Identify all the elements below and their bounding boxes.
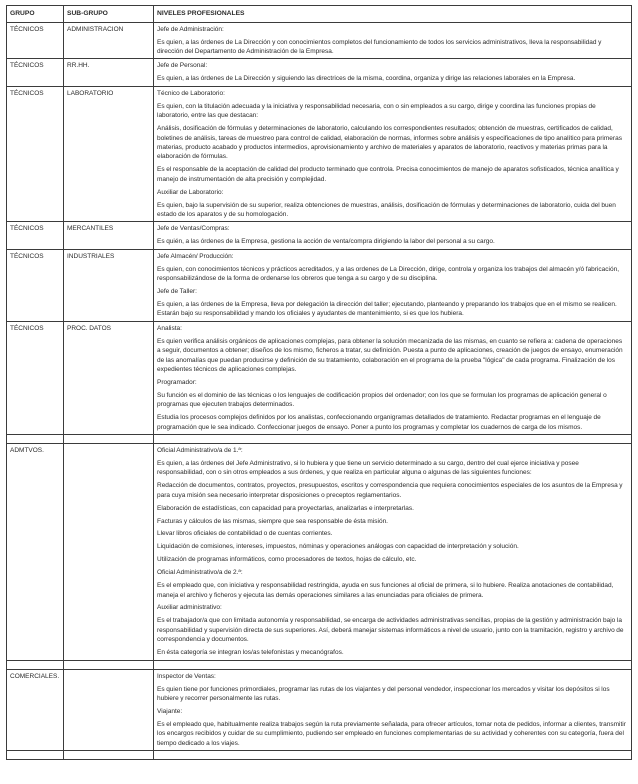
niveles-paragraph: Es el responsable de la aceptación de calidad del producto terminado que controla. Precisa conocimientos de manejo de aparatos sofisticados, técnica analítica y manejo de instrumentación de alta precisión y complejidad. — [157, 166, 619, 183]
niveles-cell — [154, 86, 632, 222]
niveles-paragraph: Viajante: — [157, 707, 183, 715]
niveles-paragraph: Auxiliar de Laboratorio: — [157, 188, 224, 196]
subgrupo-cell — [64, 434, 154, 443]
niveles-cell — [154, 22, 632, 59]
niveles-paragraph: Programador: — [157, 378, 197, 386]
subgrupo-cell — [64, 443, 154, 660]
grupo-cell: TÉCNICOS — [7, 222, 64, 249]
niveles-paragraph: Jefe de Personal: — [157, 62, 208, 70]
niveles-paragraph: Es quien tiene por funciones primordiales, programar las rutas de los viajantes y del personal vendedor, inspeccionar los mercados y visitar los depósitos si los hubiere y recorrer personalmente las rutas. — [157, 685, 610, 702]
table-row — [7, 222, 632, 249]
niveles-paragraph: Inspector de Ventas: — [157, 672, 216, 680]
table-row — [7, 59, 632, 86]
header-grupo: GRUPO — [7, 6, 64, 23]
niveles-paragraph: Jefe de Taller: — [157, 288, 197, 295]
grupo-cell — [7, 434, 64, 443]
subgrupo-cell — [64, 751, 154, 760]
niveles-paragraph: Es quien, a las órdenes de La Dirección y siguiendo las directrices de la misma, coordina, organiza y dirige las relaciones laborales en la Empresa. — [157, 75, 576, 83]
subgrupo-cell: ADMINISTRACION — [64, 22, 154, 59]
niveles-paragraph: Análisis, dosificación de fórmulas y determinaciones de laboratorio, calculando los correspondientes resultados; obtención de muestras, certificados de calidad, boletines de análisis, tareas de muestreo para control de calidad, elaboración de normas, informes sobre análisis y especificaciones de tipo analítico para primeras materias, producto acabado y productos intermedios, aprovisionamiento y archivo de materiales y aparatos de laboratorio, reactivos y materias primas para la elaboración de fórmulas. — [157, 125, 622, 161]
niveles-cell — [154, 443, 632, 660]
niveles-cell — [154, 222, 632, 249]
niveles-paragraph: Es el empleado que, con iniciativa y responsabilidad restringida, ayuda en sus funciones al oficial de primera, si lo hubiere. Realiza anotaciones de contabilidad, maneja el archivo y ficheros y ejecuta las demás operaciones similares a las enunciadas para oficiales de primera. — [157, 582, 614, 599]
niveles-paragraph: Es quien, a las órdenes de La Dirección y con conocimientos completos del funcionamiento de todos los servicios administrativos, lleva la responsabilidad y dirección del Departamento de Administración de la Empresa. — [157, 38, 602, 56]
niveles-paragraph: Es quien, a las órdenes del Jefe Administrativo, si lo hubiera y que tiene un servicio determinado a su cargo, dentro del cual ejerce iniciativa y posee responsabilidad, con o sin otros empleados a sus órdenes, y que realiza en particular alguna o algunas de las siguientes funciones: — [157, 459, 579, 477]
niveles-cell — [154, 751, 632, 760]
niveles-paragraph: Es quien, bajo la supervisión de su superior, realiza obtenciones de muestras, análisis, dosificación de fórmulas y determinaciones de laboratorio, cuida del buen estado de los aparatos y de su homologación. — [157, 201, 616, 218]
niveles-paragraph: Oficial Administrativo/a de 2.ª: — [157, 569, 243, 577]
niveles-paragraph: Liquidación de comisiones, intereses, impuestos, nóminas y operaciones análogas con capacidad de interpretación y solución. — [157, 543, 519, 551]
grupo-cell: TÉCNICOS — [7, 249, 64, 321]
niveles-paragraph: Elaboración de estadísticas, con capacidad para proyectarlas, analizarlas e interpretarlas. — [157, 504, 414, 512]
niveles-cell — [154, 321, 632, 434]
niveles-paragraph: Redacción de documentos, contratos, proyectos, presupuestos, escritos y correspondencia que requiera conocimientos especiales de los asuntos de la Empresa y para cuya misión sea necesario interpretar disposiciones o preceptos reglamentarios. — [157, 482, 623, 499]
niveles-paragraph: Es quien verifica análisis orgánicos de aplicaciones complejas, para obtener la solución mecanizada de las mismas, en cuanto se refiera a: cadena de operaciones a seguir, documentos a obtener; diseños de los mismo, ficheros a tratar, su definición. Puesta a punto de aplicaciones, creación de juegos de ensayo, enumeración de las anomalías que puedan producirse y definición de su tratamiento, colaboración en el programa de la prueba "lógica" de cada programa. Finalización de los expedientes técnicos de aplicaciones complejas. — [157, 337, 623, 373]
subgrupo-cell — [64, 669, 154, 750]
niveles-paragraph: Es quién, a las órdenes de la Empresa, gestiona la acción de venta/compra dirigiendo la labor del personal a su cargo. — [157, 238, 495, 246]
header-sub-grupo: SUB-GRUPO — [64, 6, 154, 23]
grupo-cell: TÉCNICOS — [7, 22, 64, 59]
table-header-row — [7, 6, 632, 23]
table-row — [7, 669, 632, 750]
grupo-cell — [7, 660, 64, 669]
niveles-cell — [154, 59, 632, 86]
niveles-paragraph: Auxiliar administrativo: — [157, 604, 222, 612]
niveles-cell — [154, 669, 632, 750]
subgrupo-cell: LABORATORIO — [64, 86, 154, 222]
grupo-cell: TÉCNICOS — [7, 59, 64, 86]
niveles-paragraph: Estudia los procesos complejos definidos por los analistas, confeccionando organigramas detallados de tratamiento. Redactar programas en el lenguaje de programación que le sea indicado. Confeccionar juegos de ensayo. Poner a punto los programas y completar los cuadernos de carga de los mismos. — [157, 414, 601, 431]
niveles-cell — [154, 434, 632, 443]
grupo-cell — [7, 751, 64, 760]
niveles-paragraph: Su función es el dominio de las técnicas o los lenguajes de codificación propios del ordenador; con los que se formulan los programas de aplicación general o programas que ejecuten trabajos determinados. — [157, 391, 607, 409]
subgrupo-cell: PROC. DATOS — [64, 321, 154, 434]
niveles-paragraph: En ésta categoría se integran los/as telefonistas y mecanógrafos. — [157, 649, 344, 657]
niveles-paragraph: Es quien, con conocimientos técnicos y prácticos acreditados, y a las ordenes de La Dirección, dirige, controla y organiza los trabajos del almacén y/ó fabricación, responsabilizándose de la forma de ordenarse los obreros que tenga a su cargo y de su disciplina. — [157, 265, 620, 283]
niveles-paragraph: Jefe Almacén/ Producción: — [157, 252, 234, 260]
niveles-paragraph: Jefe de Administración: — [157, 25, 224, 33]
table-row — [7, 321, 632, 434]
subgrupo-cell: RR.HH. — [64, 59, 154, 86]
grupo-cell: TÉCNICOS — [7, 86, 64, 222]
niveles-paragraph: Utilización de programas informáticos, como procesadores de textos, hojas de cálculo, etc. — [157, 556, 417, 564]
grupo-cell: ADMTVOS. — [7, 443, 64, 660]
niveles-paragraph: Es quien, a las órdenes de la Empresa, lleva por delegación la dirección del taller; ejecutando, planteando y preparando los trabajos que en el mismo se realicen. Estarán bajo su responsabilidad y mando los oficiales y ayudantes de mantenimiento, si es que los hubiera. — [157, 300, 617, 318]
niveles-paragraph: Llevar libros oficiales de contabilidad o de cuentas corrientes. — [157, 530, 333, 538]
niveles-paragraph: Técnico de Laboratorio: — [157, 89, 225, 97]
niveles-paragraph: Es quien, con la titulación adecuada y la iniciativa y responsabilidad necesaria, con o sin empleados a su cargo, dirige y coordina las funciones propias de laboratorio, entre las que destacan: — [157, 102, 596, 120]
professional-levels-table — [6, 5, 632, 760]
table-row — [7, 249, 632, 321]
subgrupo-cell: MERCANTILES — [64, 222, 154, 249]
niveles-paragraph: Analista: — [157, 324, 182, 332]
niveles-paragraph: Es el empleado que, habitualmente realiza trabajos según la ruta previamente señalada, para ofrecer artículos, tomar nota de pedidos, informar a clientes, transmitir los encargos recibidos y cuidar de su cumplimiento, pudiendo ser empleado en funciones complementarias de su actividad y coherentes con su categoría, fuera del tiempo dedicado a los viajes. — [157, 720, 626, 747]
niveles-paragraph: Facturas y cálculos de las mismas, siempre que sea responsable de ésta misión. — [157, 517, 388, 525]
grupo-cell: TÉCNICOS — [7, 321, 64, 434]
table-row — [7, 443, 632, 660]
spacer-row — [7, 660, 632, 669]
spacer-row — [7, 434, 632, 443]
niveles-paragraph: Oficial Administrativo/a de 1.ª: — [157, 446, 243, 454]
table-body — [7, 22, 632, 759]
niveles-cell — [154, 249, 632, 321]
table-row — [7, 86, 632, 222]
header-niveles-profesionales: NIVELES PROFESIONALES — [154, 6, 632, 23]
spacer-row — [7, 751, 632, 760]
table-row — [7, 22, 632, 59]
grupo-cell: COMERCIALES. — [7, 669, 64, 750]
niveles-paragraph: Jefe de Ventas/Compras: — [157, 225, 230, 233]
subgrupo-cell — [64, 660, 154, 669]
niveles-cell — [154, 660, 632, 669]
niveles-paragraph: Es el trabajador/a que con limitada autonomía y responsabilidad, se encarga de actividades administrativas sencillas, propias de la gestión y administración bajo la responsabilidad y supervisión directa de sus superiores. Así, deberá manejar sistemas informáticos a nivel de usuario, junto con la tramitación, registro y archivo de correspondencia y documentos. — [157, 617, 624, 644]
subgrupo-cell: INDUSTRIALES — [64, 249, 154, 321]
